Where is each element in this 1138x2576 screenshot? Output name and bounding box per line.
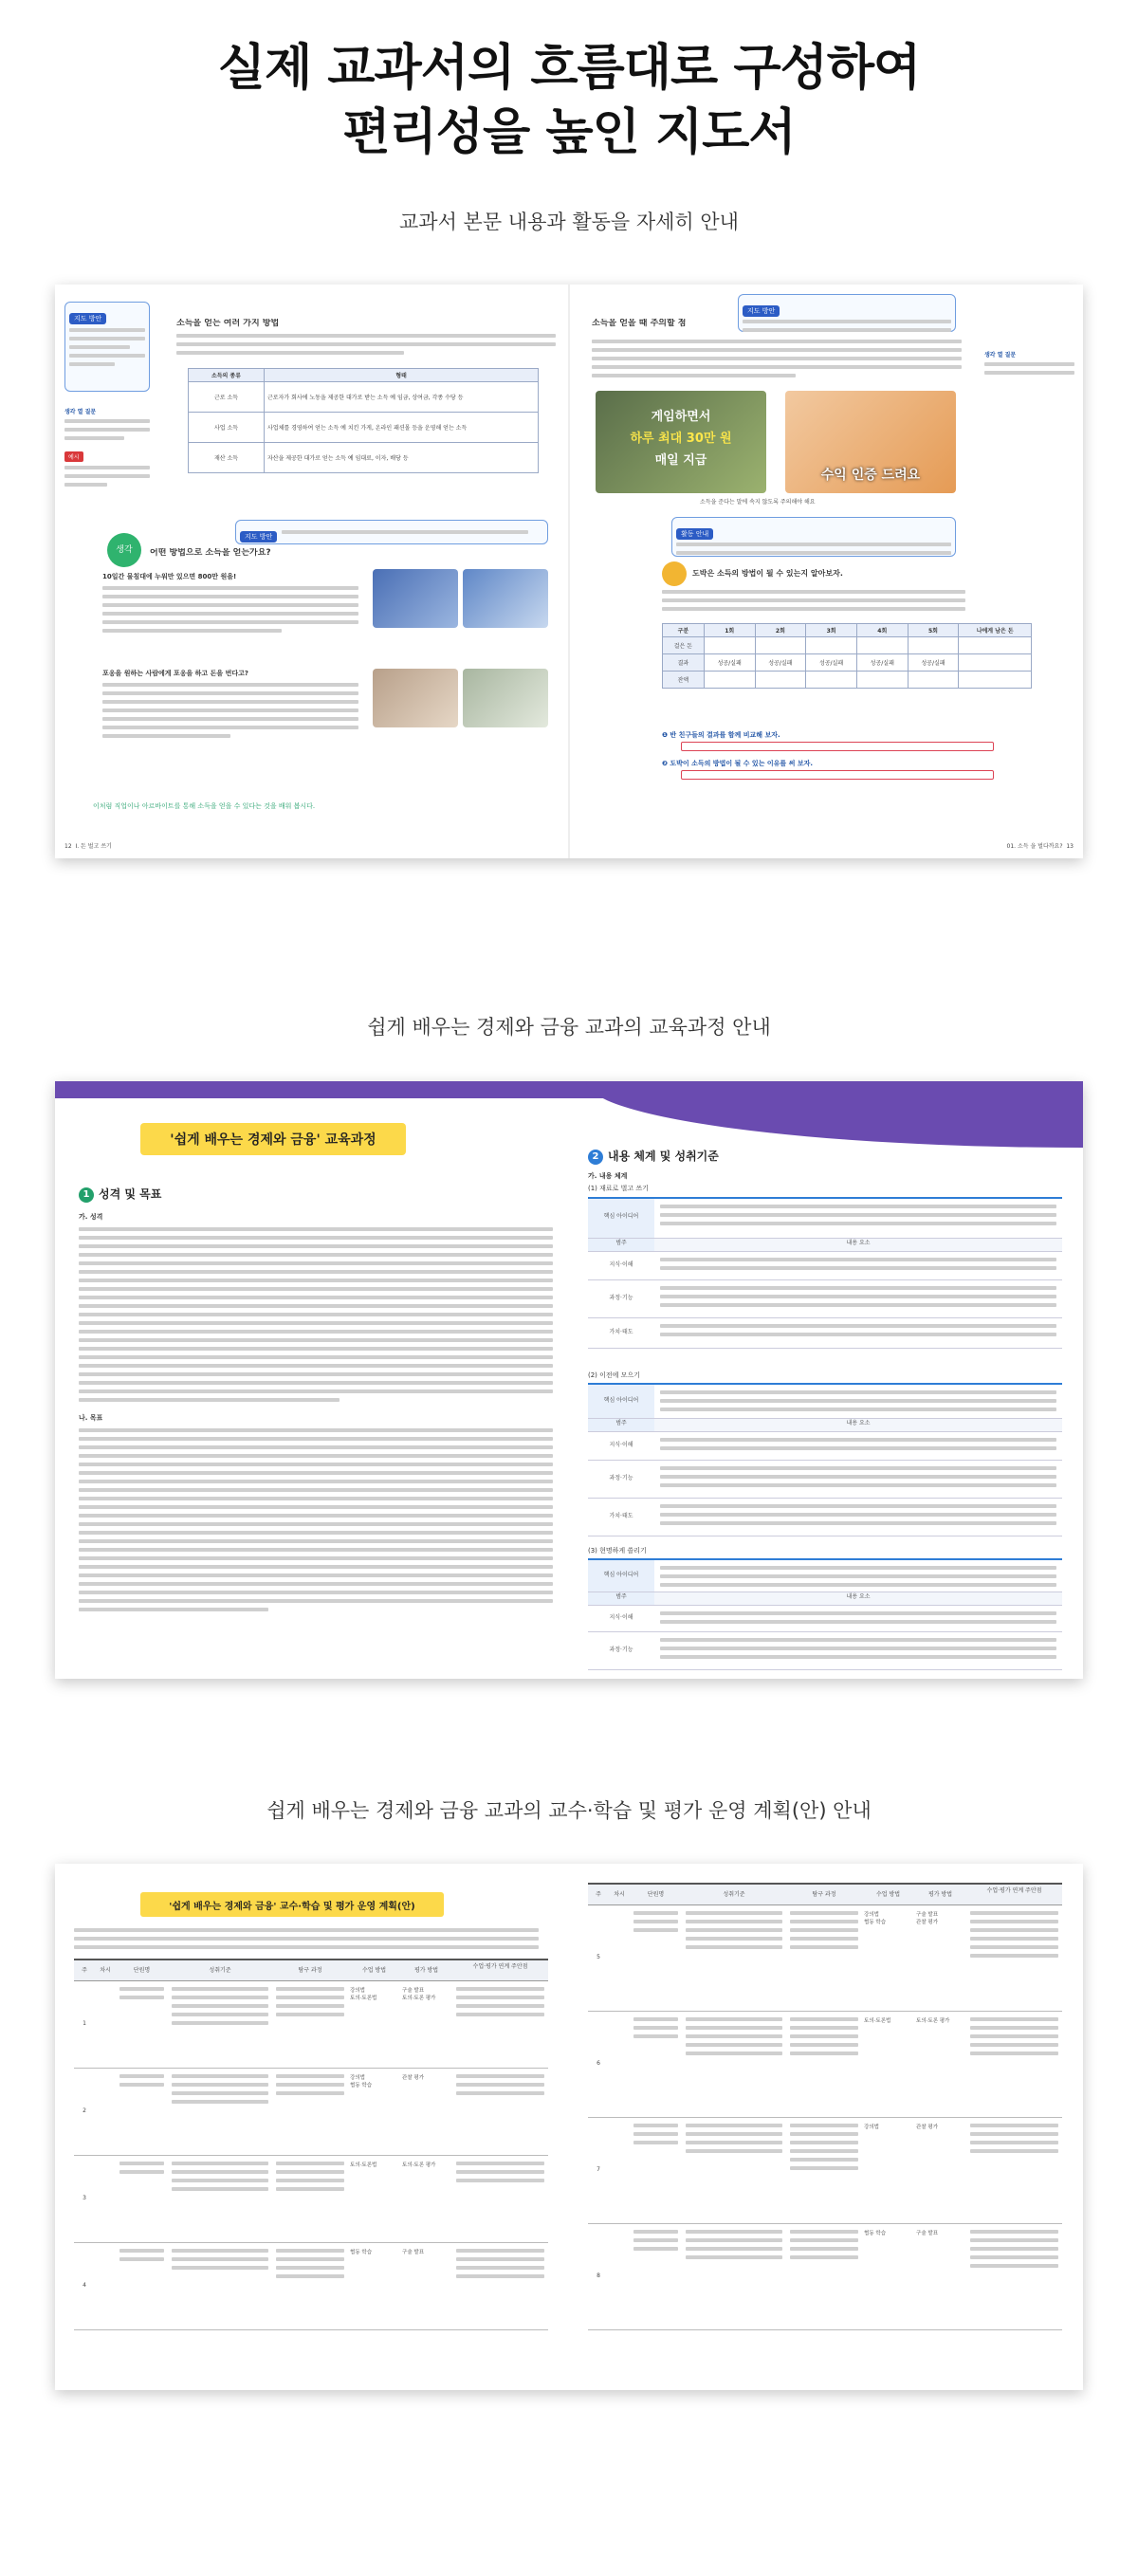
gt-row: 잔액 <box>663 672 705 689</box>
sub-ga: 가. 성격 <box>79 1213 103 1221</box>
row-label: 과정·기능 <box>609 1295 633 1301</box>
th-form: 형태 <box>265 369 539 382</box>
left-heading: 소득을 얻는 여러 가지 방법 <box>176 319 280 328</box>
income-form: 사업체를 경영하여 얻는 소득 예 치킨 가게, 온라인 패션몰 등을 운영해 얻는 소득 <box>265 413 539 443</box>
income-kind: 재산 소득 <box>189 443 265 473</box>
promo-left-b: 하루 최대 30만 원 <box>630 432 732 446</box>
plan-spread <box>55 1864 1083 2390</box>
step-1: ❶ 반 친구들의 결과를 함께 비교해 보자. <box>662 731 780 739</box>
sec2-title-row: 2 내용 체계 및 성취기준 <box>588 1148 719 1165</box>
plan-table-right: 주 차시 단원명 성취기준 탐구 과정 수업 방법 평가 방법 수업·평가 연계 주안점 5 강의법 협동 학습 구술 발표 관찰 평가 6 토의·토론법 토의·토론 평가 7 강의법 관찰 평가 8 협동 학습 구술 발표 <box>588 1883 1062 2330</box>
promo-image-right <box>785 391 956 493</box>
guide-box-right: 지도 방안 <box>738 294 956 332</box>
plan-table-left: 주 차시 단원명 성취기준 탐구 과정 수업 방법 평가 방법 수업·평가 연계 주안점 1 강의법 토의·토론법 구술 발표 토의·토론 평가 2 강의법 협동 학습 관찰 평가 3 토의·토론법 토의·토론 평가 4 협동 학습 구술 발표 <box>74 1959 548 2330</box>
ph-inquiry: 탐구 과정 <box>298 1967 322 1974</box>
plan-banner <box>140 1892 444 1917</box>
gt-row: 결과 <box>663 654 705 672</box>
income-form: 자산을 제공한 대가로 얻는 소득 예 임대료, 이자, 배당 등 <box>265 443 539 473</box>
ph-eval: 평가 방법 <box>413 1967 439 1974</box>
part-3: (3) 현명하게 쓸리기 <box>588 1547 647 1555</box>
caption-1: 교과서 본문 내용과 활동을 자세히 안내 <box>399 211 739 233</box>
page-number-left <box>64 842 112 851</box>
activity-icon <box>662 561 687 586</box>
spine-shadow <box>568 285 570 858</box>
question-icon: 생각 <box>107 533 141 567</box>
gt-result: 성공/실패 <box>806 654 857 672</box>
image-caption: 소득을 준다는 말에 속지 않도록 주의해야 해요 <box>700 499 816 506</box>
week-num: 2 <box>83 2107 86 2114</box>
promo-right-text: 수익 인증 드려요 <box>820 468 921 483</box>
sidebar-label: 생각 열 질문 <box>64 409 97 415</box>
eval: 토의·토론 평가 <box>402 1996 436 2001</box>
hero-section <box>0 0 1138 275</box>
gamble-table <box>662 623 1032 689</box>
banner <box>140 1123 406 1155</box>
right-sidebar: 생각 열 질문 <box>984 351 1074 379</box>
week-num: 5 <box>597 1954 600 1960</box>
part-2: (2) 이전에 모으기 <box>588 1371 640 1379</box>
ph-period: 차시 <box>100 1967 111 1974</box>
row-label: 범주 <box>588 1239 654 1251</box>
bottom-note: 이처럼 직업이나 아르바이트를 통해 소득을 얻을 수 있다는 것을 배워 봅시다. <box>93 802 316 810</box>
gt-h: 구분 <box>663 624 705 637</box>
guide-tag: 지도 방안 <box>69 313 106 324</box>
promo-left-a: 게임하면서 <box>651 410 711 424</box>
purple-curve <box>586 1081 1083 1148</box>
page-num-left: 12 <box>64 843 72 850</box>
footer-left: I. 돈 벌고 쓰기 <box>75 843 112 850</box>
hero-title-line1: 실제 교과서의 흐름대로 구성하여 <box>217 40 921 97</box>
question-title: 어떤 방법으로 소득을 얻는가요? <box>150 548 271 558</box>
promo-left-c: 매일 지급 <box>654 453 707 468</box>
gt-result: 성공/실패 <box>908 654 959 672</box>
ph-unit: 단원명 <box>133 1967 151 1974</box>
week-num: 7 <box>597 2166 600 2173</box>
gt-result: 성공/실패 <box>856 654 908 672</box>
activity-heading: 도박은 소득의 방법이 될 수 있는지 알아보자. <box>692 569 843 578</box>
sec1-title-row: 1 성격 및 목표 <box>79 1186 161 1203</box>
guide-box-left <box>64 302 150 392</box>
bullet-2: 포옹을 원하는 사람에게 포옹을 하고 돈을 번다고? <box>102 670 248 677</box>
ph-std: 성취기준 <box>209 1967 231 1974</box>
method: 토의·토론법 <box>350 1996 377 2001</box>
banner-title: '쉽게 배우는 경제와 금융' 교육과정 <box>170 1132 376 1148</box>
photo-waterbed-1 <box>373 569 458 628</box>
page-number-right <box>1007 842 1074 851</box>
photo-hug-1 <box>373 669 458 727</box>
gt-h: 1회 <box>704 624 755 637</box>
promo-image-left <box>596 391 766 493</box>
gt-result: 성공/실패 <box>755 654 806 672</box>
week-num: 1 <box>83 2020 86 2027</box>
curr-table-2: 핵심 아이디어 범주 내용 요소 지식·이해 과정·기능 가치·태도 <box>588 1383 1062 1536</box>
page-num-right: 13 <box>1066 843 1074 850</box>
activity-guide-box: 활동 안내 <box>671 517 956 557</box>
textbook-spread <box>55 285 1083 858</box>
gt-result: 성공/실패 <box>704 654 755 672</box>
method: 강의법 <box>350 1988 365 1994</box>
footer-right: 01. 소득 을 벌다까요? <box>1006 843 1063 850</box>
gt-h: 5회 <box>908 624 959 637</box>
income-form: 근로자가 회사에 노동을 제공한 대가로 받는 소득 예 임금, 상여금, 각종 수당 등 <box>265 382 539 413</box>
caption-3: 쉽게 배우는 경제와 금융 교과의 교수·학습 및 평가 운영 계획(안) 안내 <box>266 1799 872 1822</box>
photo-hug-2 <box>463 669 548 727</box>
income-table <box>188 368 539 473</box>
guide-box-mid: 지도 방안 <box>235 520 548 544</box>
week-num: 4 <box>83 2282 86 2289</box>
gt-h: 나에게 남은 돈 <box>959 624 1032 637</box>
gt-h: 3회 <box>806 624 857 637</box>
part-1: (1) 재료로 벌고 쓰기 <box>588 1185 649 1192</box>
step-1-answer <box>681 742 994 751</box>
sub-content: 가. 내용 체계 <box>588 1172 628 1180</box>
week-num: 8 <box>597 2272 600 2279</box>
income-kind: 사업 소득 <box>189 413 265 443</box>
right-heading: 소득을 얻을 때 주의할 점 <box>592 319 687 328</box>
week-num: 6 <box>597 2060 600 2067</box>
eval: 구술 발표 <box>402 1988 425 1994</box>
sub-na: 나. 목표 <box>79 1414 103 1422</box>
gt-h: 2회 <box>755 624 806 637</box>
sidebar-question: 생각 열 질문 예시 <box>64 408 150 491</box>
curr-table-3: 핵심 아이디어 범주 내용 요소 지식·이해 과정·기능 <box>588 1558 1062 1670</box>
ph-point: 수업·평가 연계 주안점 <box>472 1963 528 1970</box>
bullet-1: 10일간 물침대에 누워만 있으면 800만 원을! <box>102 573 237 580</box>
step-2: ❷ 도박이 소득의 방법이 될 수 있는 이유를 써 보자. <box>662 760 813 767</box>
week-num: 3 <box>83 2195 86 2201</box>
plan-title: '쉽게 배우는 경제와 금융' 교수·학습 및 평가 운영 계획(안) <box>169 1902 415 1912</box>
caption-2: 쉽게 배우는 경제와 금융 교과의 교육과정 안내 <box>367 1016 771 1039</box>
hero-title-line2: 편리성을 높인 지도서 <box>342 104 796 161</box>
curr-table-1 <box>588 1197 1062 1349</box>
step-2-answer <box>681 770 994 780</box>
income-kind: 근로 소득 <box>189 382 265 413</box>
sec2-title: 내용 체계 및 성취기준 <box>608 1150 719 1163</box>
gt-row: 걸은 돈 <box>663 637 705 654</box>
col-head: 내용 요소 <box>654 1239 1062 1251</box>
sec1-title: 성격 및 목표 <box>99 1187 162 1201</box>
ph-week: 주 <box>82 1967 87 1974</box>
ph-method: 수업 방법 <box>361 1967 387 1974</box>
photo-waterbed-2 <box>463 569 548 628</box>
gt-h: 4회 <box>856 624 908 637</box>
th-kind: 소득의 종류 <box>189 369 265 382</box>
row-label: 핵심 아이디어 <box>588 1199 654 1238</box>
row-label: 지식·이해 <box>609 1261 633 1268</box>
curriculum-spread <box>55 1081 1083 1679</box>
row-label: 가치·태도 <box>609 1329 633 1335</box>
